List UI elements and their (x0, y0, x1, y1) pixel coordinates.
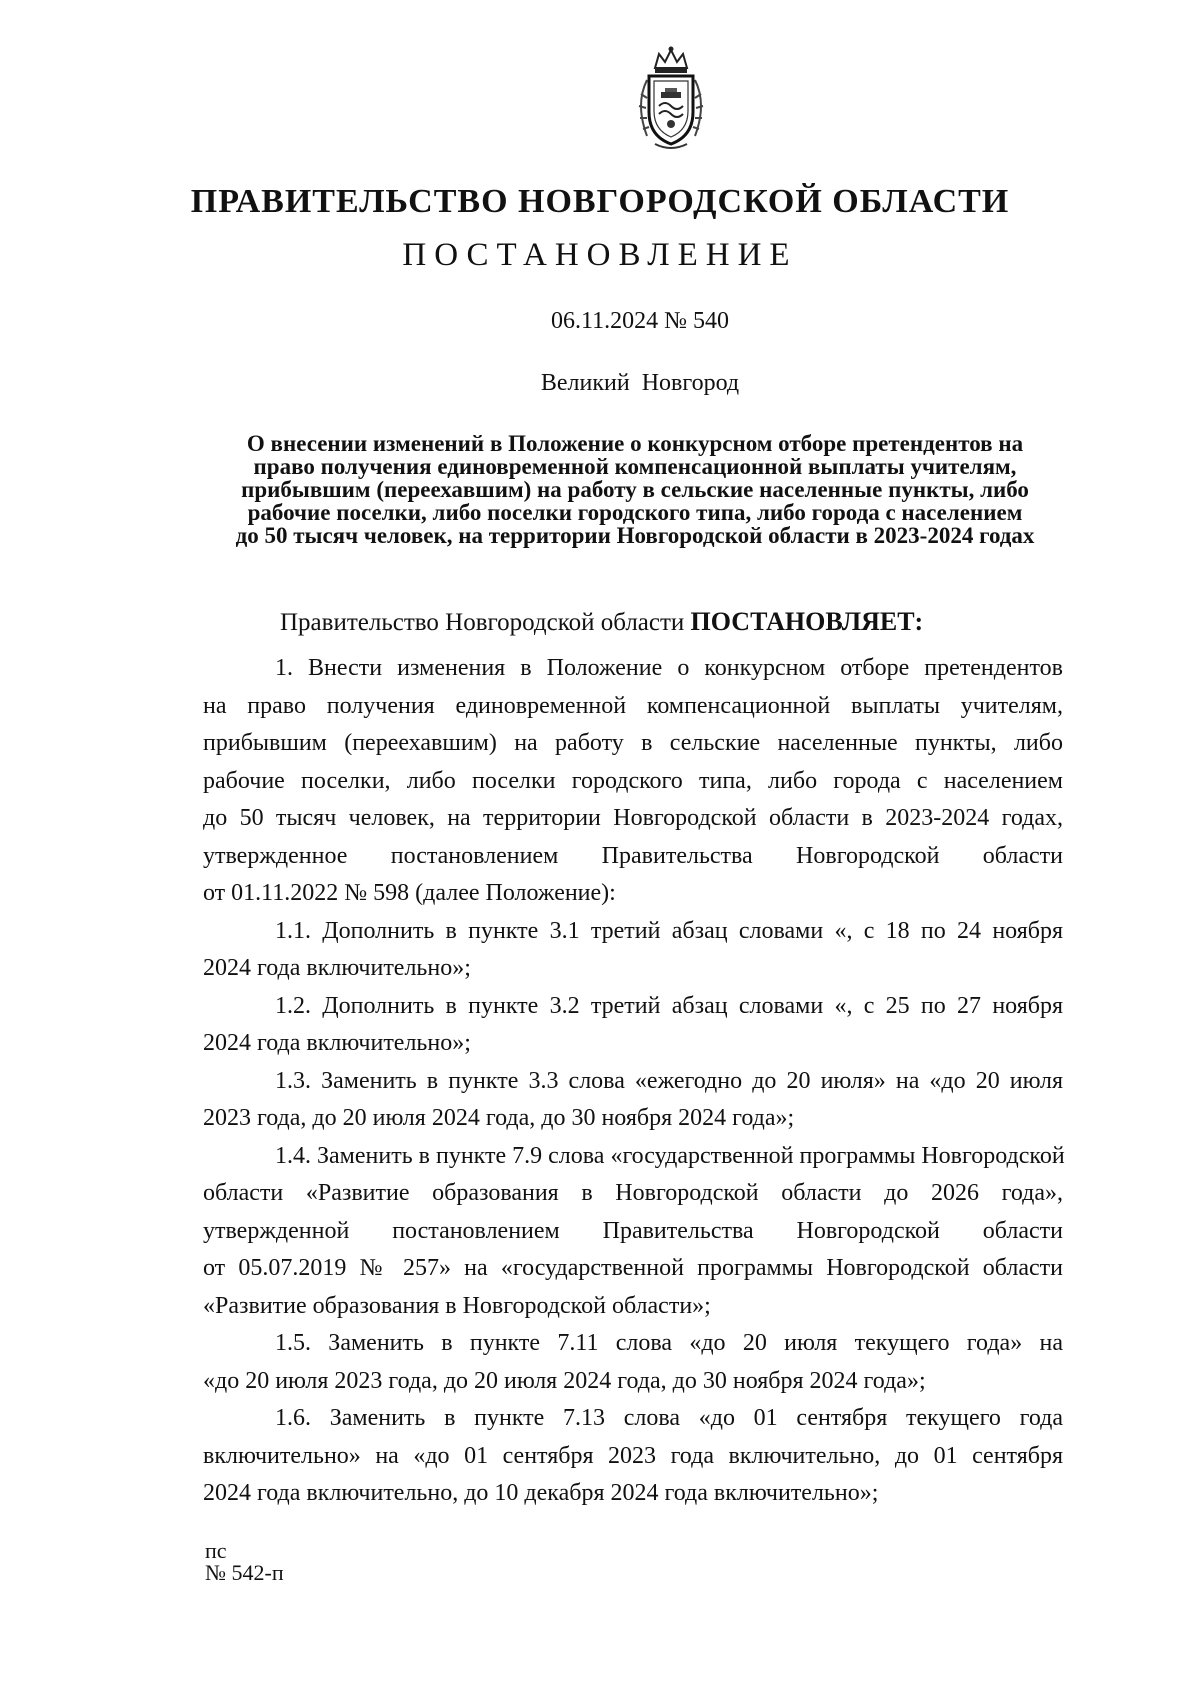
text-line: 1. Внести изменения в Положение о конкурсном отборе претендентов (275, 655, 1063, 681)
heading-line: прибывшим (переехавшим) на работу в сельские населенные пункты, либо (241, 477, 1029, 502)
text-line: 1.6. Заменить в пункте 7.13 слова «до 01 сентября текущего года (275, 1405, 1063, 1431)
text-line: 1.1. Дополнить в пункте 3.1 третий абзац словами «, с 18 по 24 ноября (275, 917, 1063, 944)
document-code (205, 1540, 284, 1584)
date-and-number: 06.11.2024 № 540 (550, 308, 729, 334)
paragraph-1 (203, 650, 1063, 913)
document-body (203, 650, 1063, 1513)
text-line: 2024 года включительно, до 10 декабря 2024 года включительно»; (203, 1480, 879, 1506)
heading-line: О внесении изменений в Положение о конкурсном отборе претендентов на (246, 431, 1024, 456)
document-heading (200, 432, 1070, 547)
text-line: на право получения единовременной компенсационной выплаты учителям, (203, 692, 1063, 719)
text-line: 1.4. Заменить в пункте 7.9 слова «государственной программы Новгородской (275, 1142, 1065, 1169)
text-line: рабочие поселки, либо поселки городского типа, либо города с населением (203, 767, 1063, 794)
paragraph-1-1 (203, 913, 1063, 988)
paragraph-1-5 (203, 1325, 1063, 1400)
heading-line: до 50 тысяч человек, на территории Новгородской области в 2023-2024 годах (235, 523, 1035, 548)
code-line-2: № 542-п (205, 1560, 284, 1585)
text-line: утвержденной постановлением Правительства Новгородской области (203, 1217, 1063, 1244)
paragraph-1-2 (203, 988, 1063, 1063)
paragraph-1-3 (203, 1063, 1063, 1138)
text-line: 1.5. Заменить в пункте 7.11 слова «до 20 июля текущего года» на (275, 1330, 1063, 1356)
resolution-intro (280, 607, 923, 637)
coat-of-arms-icon (625, 44, 717, 154)
heading-line: право получения единовременной компенсационной выплаты учителям, (253, 454, 1017, 479)
text-line: до 50 тысяч человек, на территории Новгородской области в 2023-2024 годах, (203, 805, 1063, 831)
text-line: включительно» на «до 01 сентября 2023 года включительно, до 01 сентября (203, 1442, 1063, 1469)
text-line: 2024 года включительно»; (203, 1030, 471, 1056)
text-line: «Развитие образования в Новгородской области»; (203, 1292, 711, 1319)
code-line-1: пс (205, 1538, 227, 1563)
paragraph-1-4 (203, 1138, 1063, 1326)
text-line: 1.3. Заменить в пункте 3.3 слова «ежегодно до 20 июля» на «до 20 июля (275, 1067, 1063, 1094)
text-line: области «Развитие образования в Новгородской области до 2026 года», (203, 1180, 1063, 1206)
text-line: 2023 года, до 20 июля 2024 года, до 30 ноября 2024 года»; (203, 1105, 795, 1131)
text-line: «до 20 июля 2023 года, до 20 июля 2024 года, до 30 ноября 2024 года»; (203, 1367, 926, 1394)
text-line: 1.2. Дополнить в пункте 3.2 третий абзац словами «, с 25 по 27 ноября (275, 992, 1063, 1019)
government-title: ПРАВИТЕЛЬСТВО НОВГОРОДСКОЙ ОБЛАСТИ (190, 183, 1010, 220)
text-line: утвержденное постановлением Правительства Новгородской области (203, 842, 1063, 869)
issue-place: Великий Новгород (540, 370, 740, 396)
intro-emphasis: ПОСТАНОВЛЯЕТ: (690, 607, 924, 636)
text-line: прибывшим (переехавшим) на работу в сельские населенные пункты, либо (203, 730, 1063, 756)
paragraph-1-6 (203, 1400, 1063, 1513)
document-type: ПОСТАНОВЛЕНИЕ (402, 237, 798, 273)
text-line: 2024 года включительно»; (203, 955, 471, 981)
text-line: от 05.07.2019 № 257» на «государственной программы Новгородской области (203, 1255, 1063, 1281)
text-line: от 01.11.2022 № 598 (далее Положение): (203, 880, 616, 906)
intro-text: Правительство Новгородской области (280, 609, 691, 636)
heading-line: рабочие поселки, либо поселки городского типа, либо города с населением (247, 500, 1023, 525)
